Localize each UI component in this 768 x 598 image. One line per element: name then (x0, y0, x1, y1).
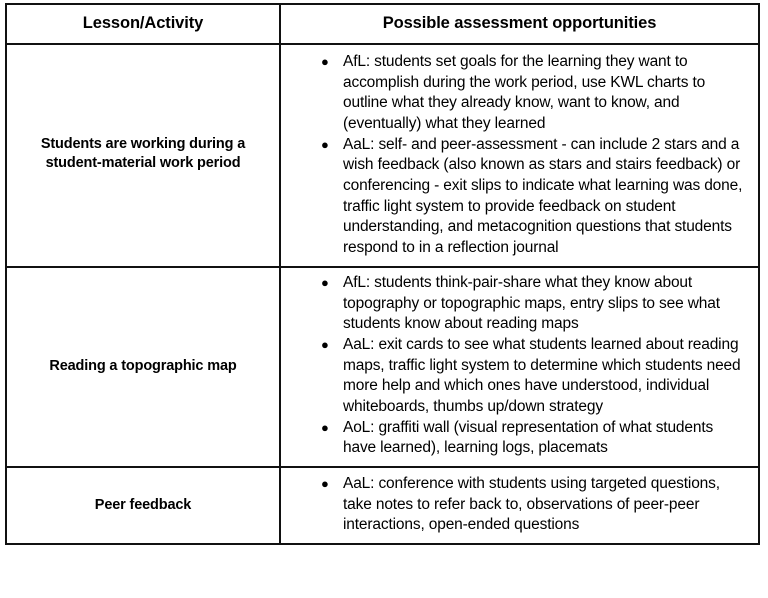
bullet-icon: ● (321, 419, 329, 435)
bullet-icon: ● (321, 136, 329, 152)
list-item-text: AfL: students set goals for the learning they want to accomplish during the work period, use KWL charts to outline what they already know, want to know, and (eventually) what they learned (343, 52, 706, 133)
lesson-activity-cell: Peer feedback (6, 467, 280, 544)
table-body (6, 44, 759, 544)
table-row (6, 44, 759, 267)
bullet-icon: ● (321, 274, 329, 290)
opportunities-list (289, 474, 750, 536)
list-item-text: AaL: conference with students using targeted questions, take notes to refer back to, observations of peer-peer interactions, open-ended questions (343, 475, 720, 534)
list-item (321, 135, 750, 259)
bullet-icon: ● (321, 476, 329, 492)
column-header-possible-assessment-opportunities: Possible assessment opportunities (280, 4, 759, 44)
bullet-icon: ● (321, 336, 329, 352)
assessment-opportunities-table (5, 3, 760, 545)
lesson-activity-cell: Students are working during a student-material work period (6, 44, 280, 267)
table-header (6, 4, 759, 44)
list-item (321, 273, 750, 335)
list-item (321, 335, 750, 418)
opportunities-cell (280, 44, 759, 267)
opportunities-cell (280, 467, 759, 544)
list-item-text: AaL: exit cards to see what students learned about reading maps, traffic light system to determine which students need more help and which ones have understood, individual whiteboards, thumbs up/down strategy (343, 335, 741, 415)
opportunities-list (289, 52, 750, 259)
list-item (321, 52, 750, 135)
table-row (6, 467, 759, 544)
list-item-text: AoL: graffiti wall (visual representation of what students have learned), learning logs, placemats (343, 418, 714, 457)
opportunities-cell (280, 267, 759, 467)
list-item-text: AaL: self- and peer-assessment - can include 2 stars and a wish feedback (also known as stars and stairs feedback) or conferencing - exit slips to indicate what learning was done, traffic light system to provide feedback on student understanding, and metacognition questions that students respond to in a reflection journal (343, 135, 743, 257)
lesson-activity-cell: Reading a topographic map (6, 267, 280, 467)
column-header-lesson-activity: Lesson/Activity (6, 4, 280, 44)
table-row (6, 267, 759, 467)
bullet-icon: ● (321, 53, 329, 69)
opportunities-list (289, 273, 750, 459)
table-header-row (6, 4, 759, 44)
list-item (321, 474, 750, 536)
list-item-text: AfL: students think-pair-share what they know about topography or topographic maps, entry slips to see what students know about reading maps (343, 273, 720, 333)
list-item (321, 418, 750, 459)
